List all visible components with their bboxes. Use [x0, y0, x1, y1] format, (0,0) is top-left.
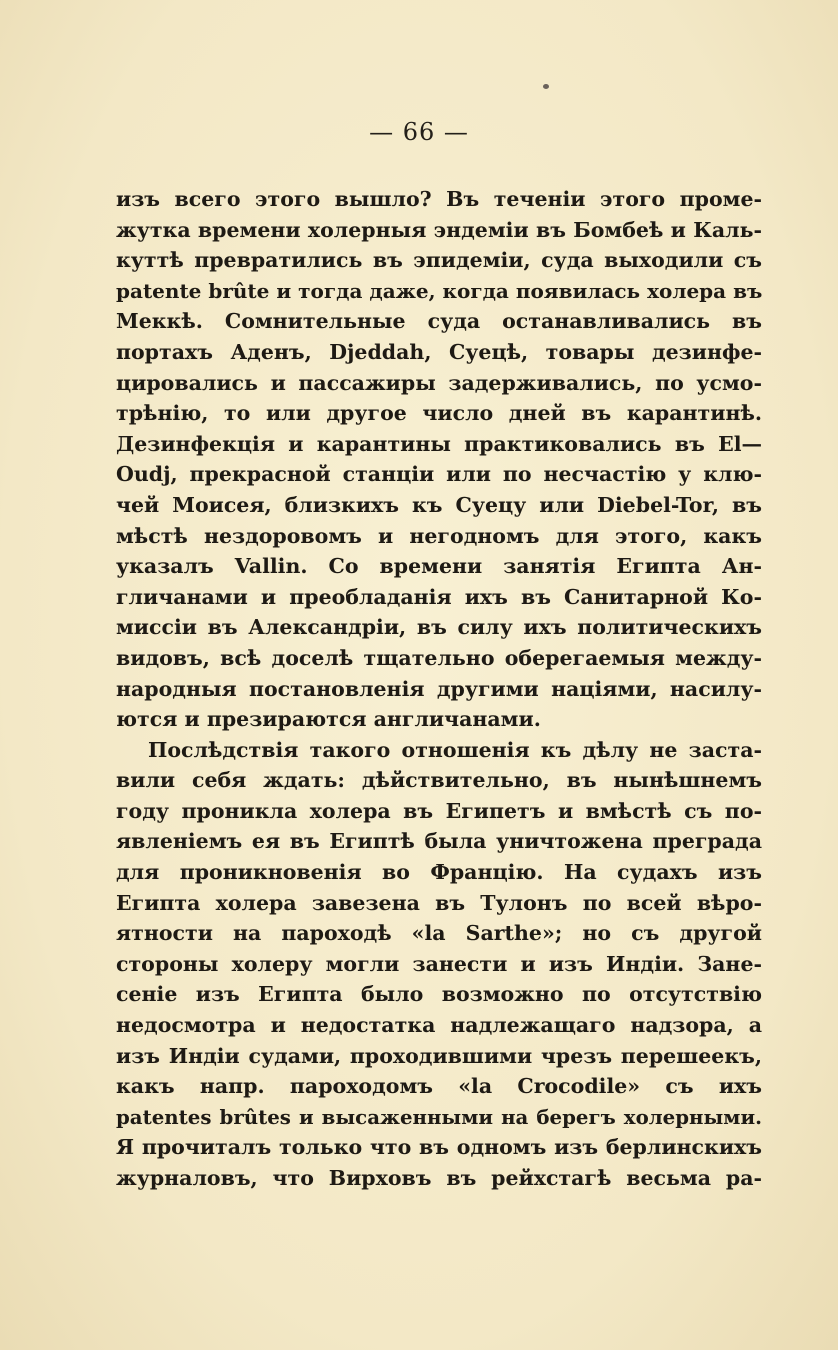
text-line: Дезинфекція и карантины практиковались въ El— [116, 431, 762, 456]
text-line: Египта холера завезена въ Тулонъ по всей вѣро- [116, 890, 762, 915]
text-line: мѣстѣ нездоровомъ и негодномъ для этого, какъ [116, 523, 762, 548]
text-line: какъ напр. пароходомъ «la Crocodile» съ ихъ [116, 1074, 762, 1099]
text-line: миссіи въ Александріи, въ силу ихъ политическихъ [116, 615, 762, 640]
text-line: чей Моисея, близкихъ къ Суецу или Diebel-Tor, въ [116, 492, 762, 517]
text-line: ятности на пароходѣ «la Sarthe»; но съ другой [116, 921, 762, 946]
text-line: явленіемъ ея въ Египтѣ была уничтожена преграда [116, 829, 762, 854]
text-line: patentes brûtes и высаженными на берегъ холерными. [116, 1104, 762, 1129]
text-line: указалъ Vallin. Со времени занятія Египта Ан- [116, 554, 762, 579]
text-line: patente brûte и тогда даже, когда появилась холера въ [116, 278, 762, 303]
text-line: портахъ Аденъ, Djeddah, Суецѣ, товары дезинфе- [116, 339, 762, 364]
text-line: изъ Индіи судами, проходившими чрезъ перешеекъ, [116, 1043, 762, 1068]
text-line: для проникновенія во Францію. На судахъ изъ [116, 860, 762, 885]
text-line: куттѣ превратились въ эпидеміи, суда выходили съ [116, 248, 762, 273]
text-line: видовъ, всѣ доселѣ тщательно оберегаемыя между- [116, 645, 762, 670]
text-line: народныя постановленія другими націями, насилу- [116, 676, 762, 701]
text-line: трѣнію, то или другое число дней въ карантинѣ. [116, 401, 762, 426]
text-line: Я прочиталъ только что въ одномъ изъ берлинскихъ [116, 1135, 762, 1160]
text-line: году проникла холера въ Египетъ и вмѣстѣ съ по- [116, 798, 762, 823]
text-line: Oudj, прекрасной станціи или по несчастію у клю- [116, 462, 762, 487]
text-line: вили себя ждать: дѣйствительно, въ нынѣшнемъ [116, 768, 762, 793]
text-line: журналовъ, что Вирховъ въ рейхстагѣ весьма ра- [116, 1166, 762, 1190]
text-line: ются и презираются англичанами. [116, 707, 541, 732]
text-line: изъ всего этого вышло? Въ теченіи этого проме- [116, 187, 762, 211]
body-text [116, 184, 762, 1194]
paper-speck [543, 84, 549, 89]
text-line: Послѣдствія такого отношенія къ дѣлу не заста- [148, 737, 762, 762]
page-number: — 66 — [369, 118, 469, 146]
text-line: сеніе изъ Египта было возможно по отсутствію [116, 982, 762, 1007]
text-line: гличанами и преобладанія ихъ въ Санитарной Ко- [116, 584, 762, 609]
text-line: жутка времени холерныя эндеміи въ Бомбеѣ и Каль- [116, 217, 762, 242]
text-line: стороны холеру могли занести и изъ Индіи. Зане- [116, 951, 762, 976]
text-line: недосмотра и недостатка надлежащаго надзора, а [116, 1013, 762, 1038]
text-line: цировались и пассажиры задерживались, по усмо- [116, 370, 762, 395]
text-line: Меккѣ. Сомнительные суда останавливались въ [116, 309, 762, 334]
